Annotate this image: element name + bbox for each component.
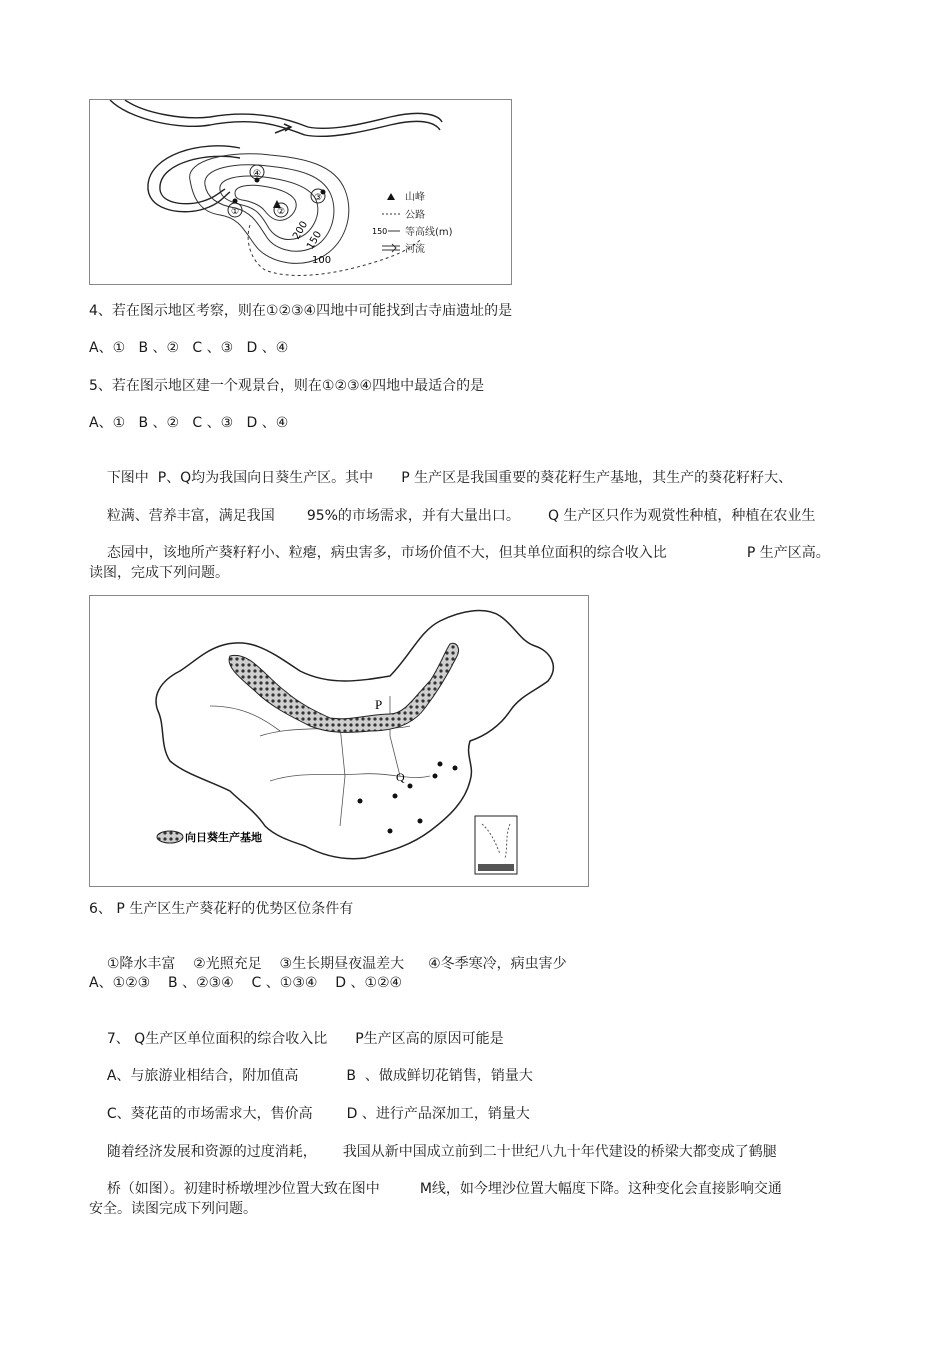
south-china-sea-inset	[475, 816, 517, 874]
passage-text: 粒满、营养丰富，满足我国	[106, 508, 275, 524]
china-map-figure	[89, 595, 589, 887]
china-map	[90, 596, 588, 886]
china-outline	[156, 611, 553, 859]
contour-label: 150	[305, 229, 325, 252]
peak-icon	[387, 193, 395, 200]
map-legend	[372, 190, 453, 255]
point-label: ③	[314, 193, 323, 203]
point-label: ②	[277, 207, 286, 217]
region-label-q: Q	[396, 770, 405, 784]
passage-text: P 生产区是我国重要的葵花籽生产基地，其生产的葵花籽籽大、	[401, 470, 793, 486]
point-label: ①	[231, 207, 240, 217]
q-production-points	[358, 762, 458, 834]
passage-2-line-3: 安全。读图完成下列问题。	[89, 1201, 257, 1217]
question-4-options: A、① B 、② C 、③ D 、④	[89, 340, 289, 356]
stem-text: 7、 Q生产区单位面积的综合收入比	[106, 1031, 328, 1047]
passage-text: M线，如今埋沙位置大幅度下降。这种变化会直接影响交通	[419, 1181, 782, 1197]
passage-text: 态园中，该地所产葵籽籽小、粒瘪，病虫害多，市场价值不大，但其单位面积的综合收入比	[106, 545, 667, 561]
passage-1-line-4: 读图，完成下列问题。	[89, 565, 229, 581]
passage-text: 我国从新中国成立前到二十世纪八九十年代建设的桥梁大都变成了鹤腿	[342, 1144, 777, 1160]
option-d: D 、进行产品深加工，销量大	[346, 1106, 530, 1122]
contour-map	[90, 100, 511, 284]
map-legend	[157, 830, 262, 844]
question-6-options: A、①②③ B 、②③④ C 、①③④ D 、①②④	[89, 975, 403, 991]
region-label-p: P	[375, 697, 383, 712]
question-6-stem: 6、 P 生产区生产葵花籽的优势区位条件有	[89, 901, 354, 917]
legend-production-base: 向日葵生产基地	[185, 831, 262, 844]
option-c: C、葵花苗的市场需求大，售价高	[106, 1106, 313, 1122]
legend-river-label: 河流	[405, 244, 425, 255]
question-5-stem: 5、若在图示地区建一个观景台，则在①②③④四地中最适合的是	[89, 378, 485, 394]
passage-text: Q 生产区只作为观赏性种植，种植在农业生	[547, 508, 816, 524]
passage-text: 随着经济发展和资源的过度消耗，	[106, 1144, 317, 1160]
contour-map-figure	[89, 99, 512, 285]
passage-text: 桥（如图）。初建时桥墩埋沙位置大致在图中	[106, 1181, 380, 1197]
condition-text: ①降水丰富 ②光照充足 ③生长期昼夜温差大	[106, 956, 405, 972]
point-label: ④	[253, 169, 262, 179]
passage-text: 95%的市场需求，并有大量出口。	[306, 508, 520, 524]
option-a: A、与旅游业相结合，附加值高	[106, 1068, 299, 1084]
legend-contour-sample: 150	[372, 227, 388, 236]
passage-text: P 生产区高。	[746, 545, 830, 561]
option-b: B 、做成鲜切花销售，销量大	[346, 1068, 533, 1084]
condition-text: ④冬季寒冷，病虫害少	[428, 956, 567, 972]
p-production-region	[229, 643, 458, 732]
contour-lines	[190, 154, 349, 264]
legend-contour-label: 等高线(m)	[405, 227, 453, 238]
stem-text: P生产区高的原因可能是	[355, 1031, 504, 1047]
question-4-stem: 4、若在图示地区考察，则在①②③④四地中可能找到古寺庙遗址的是	[89, 303, 513, 319]
passage-text: 下图中 P、Q均为我国向日葵生产区。其中	[106, 470, 374, 486]
legend-road-label: 公路	[405, 210, 425, 221]
contour-label: 100	[312, 255, 332, 266]
legend-peak-label: 山峰	[405, 192, 425, 203]
question-5-options: A、① B 、② C 、③ D 、④	[89, 415, 289, 431]
contour-label: 200	[291, 219, 311, 242]
production-base-icon	[157, 831, 183, 843]
